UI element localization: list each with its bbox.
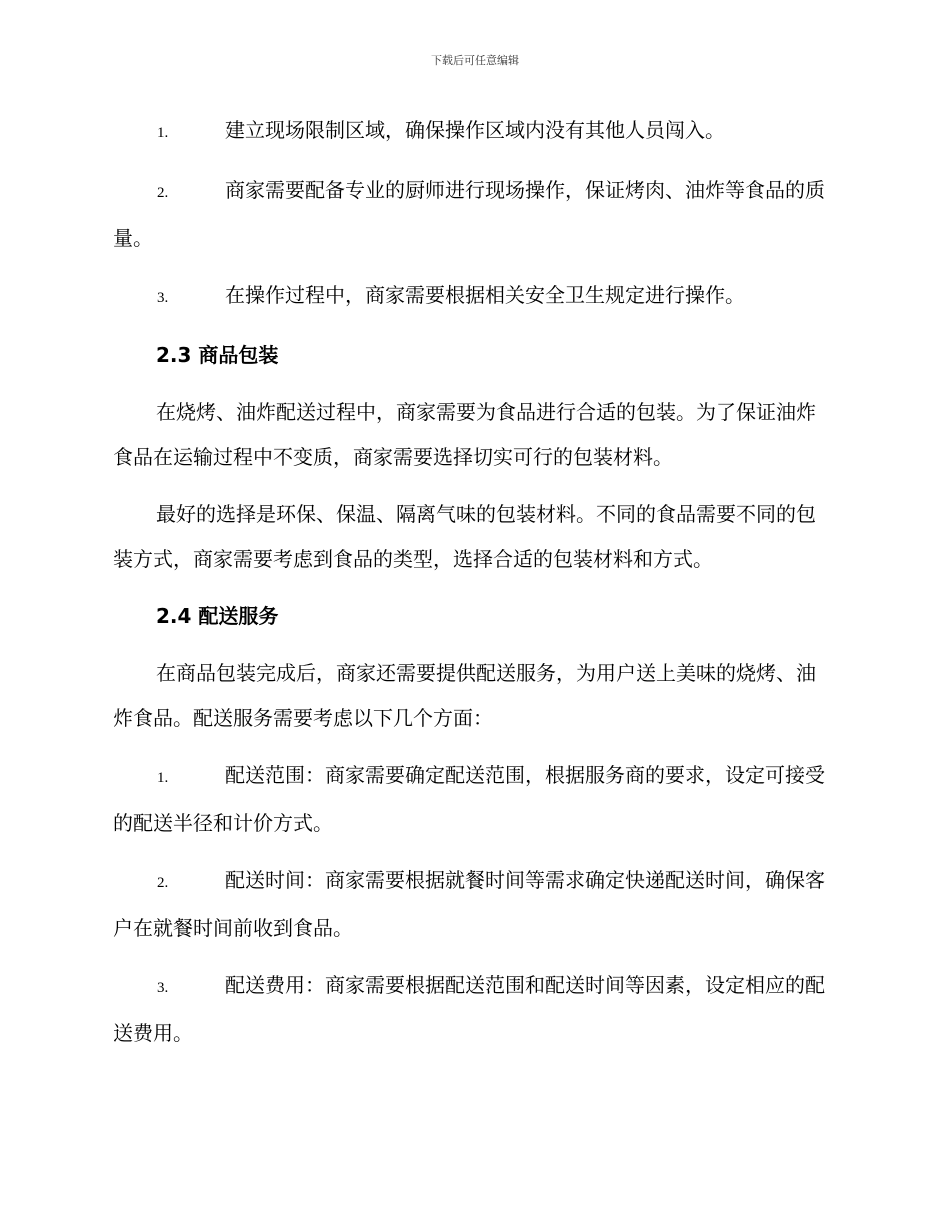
paragraph: 最好的选择是环保、保温、隔离气味的包装材料。不同的食品需要不同的包装方式，商家需要考虑到食品的类型，选择合适的包装材料和方式。 bbox=[113, 502, 816, 571]
list-item bbox=[113, 108, 835, 156]
list-number: 2. bbox=[157, 185, 169, 201]
list-item bbox=[113, 858, 835, 951]
list-item bbox=[113, 273, 835, 321]
list-text: 配送费用：商家需要根据配送范围和配送时间等因素，设定相应的配送费用。 bbox=[113, 973, 825, 1045]
list-text: 配送范围：商家需要确定配送范围，根据服务商的要求，设定可接受的配送半径和计价方式。 bbox=[113, 763, 825, 835]
list-number: 3. bbox=[157, 980, 169, 996]
list-text: 在操作过程中，商家需要根据相关安全卫生规定进行操作。 bbox=[225, 283, 745, 307]
document-body bbox=[113, 108, 835, 1068]
paragraph: 在商品包装完成后，商家还需要提供配送服务，为用户送上美味的烧烤、油炸食品。配送服务需要考虑以下几个方面： bbox=[113, 661, 816, 730]
list-number: 1. bbox=[157, 125, 169, 141]
list-item bbox=[113, 753, 835, 846]
section-heading: 2.3 商品包装 bbox=[156, 343, 279, 367]
list-number: 3. bbox=[157, 290, 169, 306]
list-text: 商家需要配备专业的厨师进行现场操作，保证烤肉、油炸等食品的质量。 bbox=[113, 178, 825, 250]
list-number: 2. bbox=[157, 875, 169, 891]
paragraph: 在烧烤、油炸配送过程中，商家需要为食品进行合适的包装。为了保证油炸食品在运输过程中不变质，商家需要选择切实可行的包装材料。 bbox=[113, 400, 816, 469]
list-item bbox=[113, 168, 835, 261]
list-text: 建立现场限制区域，确保操作区域内没有其他人员闯入。 bbox=[225, 118, 725, 142]
section-heading: 2.4 配送服务 bbox=[156, 604, 279, 628]
list-number: 1. bbox=[157, 770, 169, 786]
list-item bbox=[113, 963, 835, 1056]
page-header: 下载后可任意编辑 bbox=[431, 54, 519, 67]
list-text: 配送时间：商家需要根据就餐时间等需求确定快递配送时间，确保客户在就餐时间前收到食品。 bbox=[113, 868, 825, 940]
